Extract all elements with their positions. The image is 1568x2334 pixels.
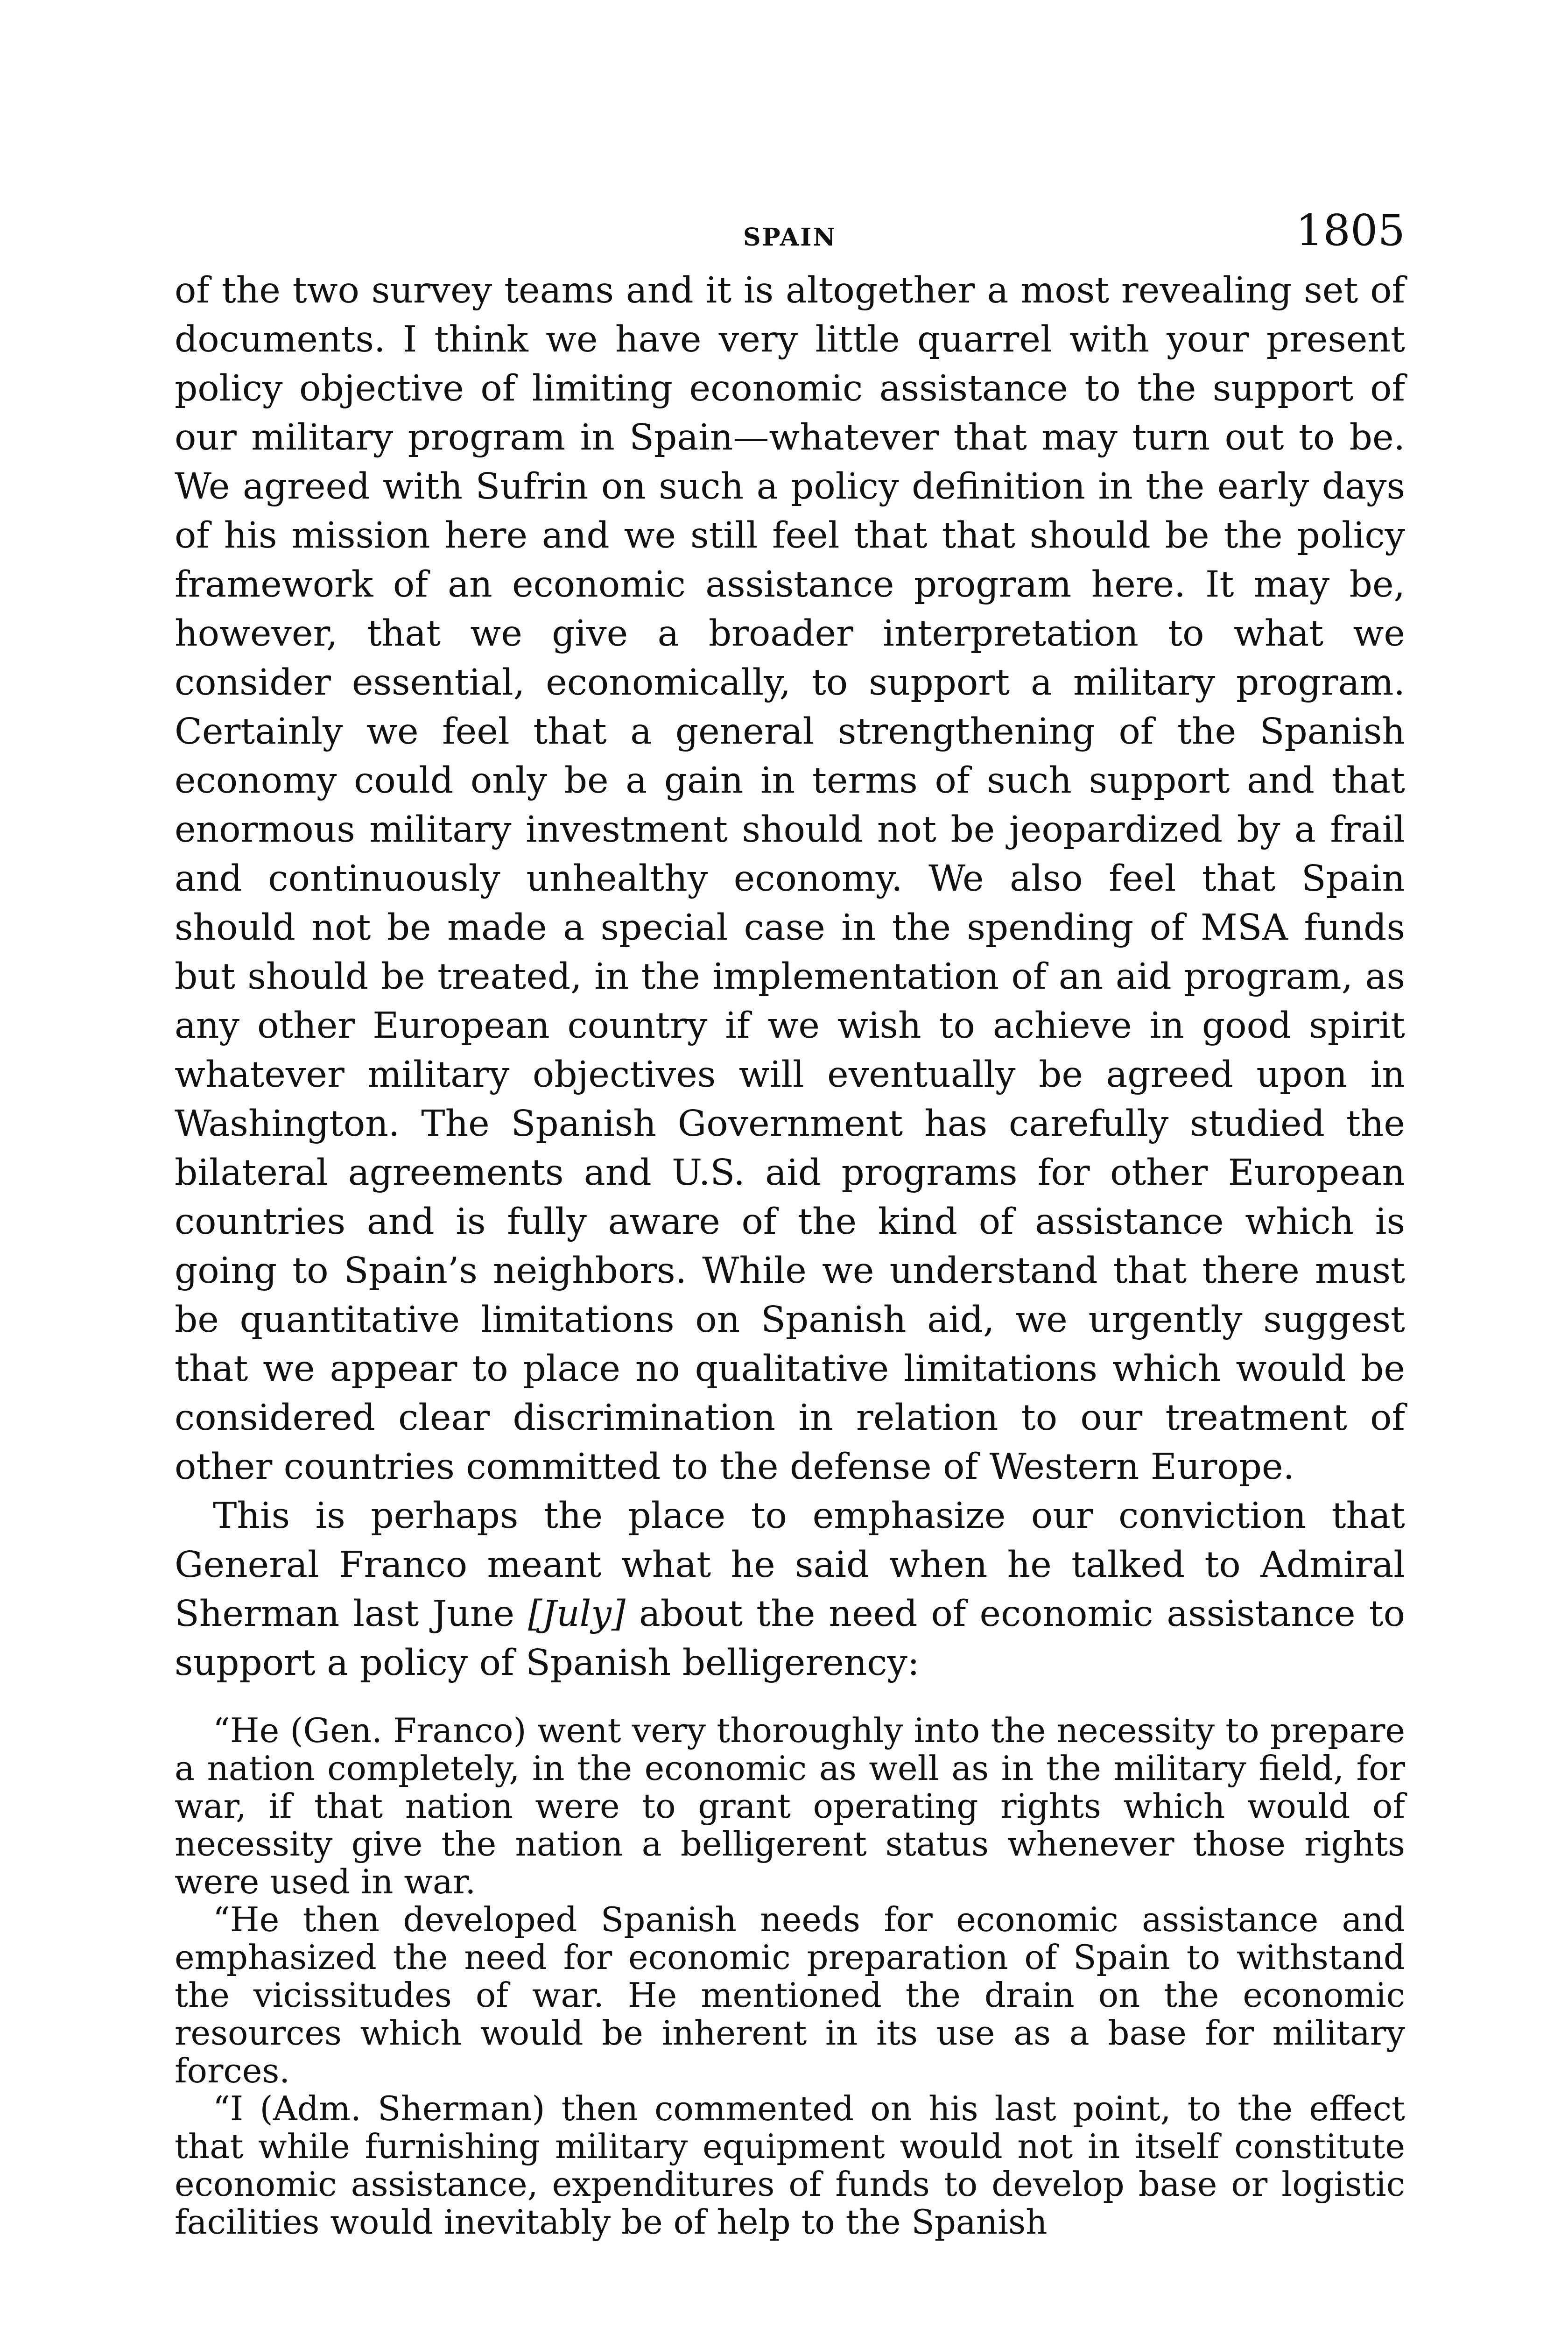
- page-number: 1805: [1295, 205, 1405, 255]
- paragraph-text-after-italic: about the need of economic assistance to support a policy of Spanish belligerency:: [175, 1593, 1405, 1684]
- body-text: [175, 266, 1405, 2241]
- paragraph-continued: of the two survey teams and it is altogether a most revealing set of documents. I think we have very little quarrel with your present policy objective of limiting economic assistance to the support of our military program in Spain—whatever that may turn out to be. We agreed with Sufrin on such a policy definition in the early days of his mission here and we still feel that that should be the policy framework of an economic assistance program here. It may be, however, that we give a broader interpretation to what we consider essential, economically, to support a military program. Certainly we feel that a general strengthening of the Spanish economy could only be a gain in terms of such support and that enormous military investment should not be jeopardized by a frail and continuously unhealthy economy. We also feel that Spain should not be made a special case in the spending of MSA funds but should be treated, in the implementation of an aid program, as any other European country if we wish to achieve in good spirit whatever military objectives will eventually be agreed upon in Washington. The Spanish Government has carefully studied the bilateral agreements and U.S. aid programs for other European countries and is fully aware of the kind of assistance which is going to Spain’s neighbors. While we understand that there must be quantitative limitations on Spanish aid, we urgently suggest that we appear to place no qualitative limitations which would be considered clear discrimination in relation to our treatment of other countries committed to the defense of Western Europe.: [175, 270, 1405, 1488]
- paragraph-franco-conviction: [175, 1491, 1405, 1687]
- quoted-memorandum: [175, 1712, 1405, 2241]
- document-page: [175, 205, 1405, 2241]
- editorial-insertion: [July]: [528, 1593, 626, 1635]
- quote-paragraph: “I (Adm. Sherman) then commented on his last point, to the effect that while furnishing military equipment would not in itself constitute economic assistance, expenditures of funds to develop base or logistic facilities would inevitably be of help to the Spanish: [175, 2089, 1405, 2242]
- quote-paragraph: “He then developed Spanish needs for economic assistance and emphasized the need for economic preparation of Spain to withstand the vicissitudes of war. He mentioned the drain on the economic resources which would be inherent in its use as a base for military forces.: [175, 1900, 1405, 2090]
- paragraph-text-before-italic: This is perhaps the place to emphasize our conviction that General Franco meant what he said when he talked to Admiral Sherman last June: [175, 1495, 1405, 1635]
- quote-paragraph: “He (Gen. Franco) went very thoroughly into the necessity to prepare a nation completely, in the economic as well as in the military field, for war, if that nation were to grant operating rights which would of necessity give the nation a belligerent status whenever those rights were used in war.: [175, 1711, 1405, 1901]
- running-header: [175, 205, 1405, 261]
- section-title: SPAIN: [743, 223, 837, 252]
